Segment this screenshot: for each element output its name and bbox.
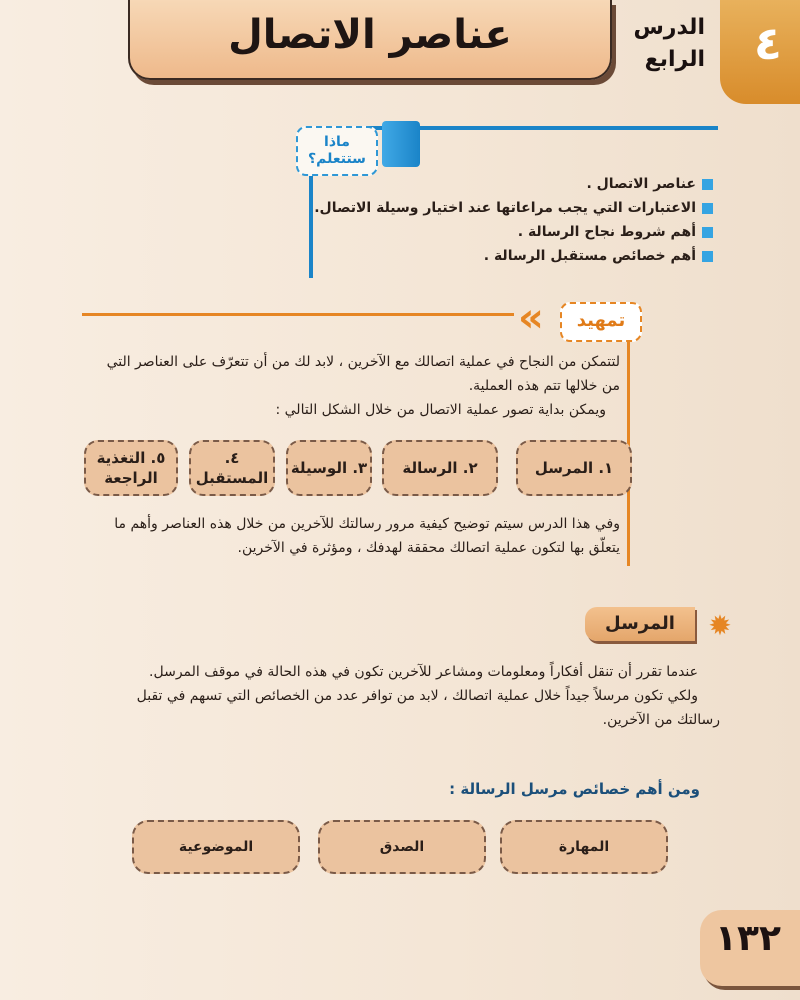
lesson-label bbox=[585, 12, 705, 76]
outro-line: يتعلّق بها لتكون عملية اتصالك محققة لهدفك ، ومؤثرة في الآخرين. bbox=[237, 540, 620, 556]
process-step-sender: ١. المرسل bbox=[516, 440, 632, 496]
process-step-medium: ٣. الوسيلة bbox=[286, 440, 372, 496]
intro-line: لتتمكن من النجاح في عملية اتصالك مع الآخرين ، لابد لك من أن تتعرّف على العناصر التي bbox=[106, 354, 620, 370]
books-icon bbox=[382, 121, 420, 167]
outro-line: وفي هذا الدرس سيتم توضيح كيفية مرور رسالتك للآخرين من خلال هذه العناصر وأهم ما bbox=[114, 516, 620, 532]
learn-badge bbox=[296, 126, 378, 176]
list-item bbox=[293, 172, 713, 196]
intro-line: من خلالها تتم هذه العملية. bbox=[468, 378, 620, 394]
sender-line: رسالتك من الآخرين. bbox=[602, 712, 720, 728]
lesson-number: ٤ bbox=[753, 16, 782, 70]
intro-top-rule bbox=[82, 313, 514, 316]
objective-text: عناصر الاتصال . bbox=[586, 176, 696, 192]
bullet-square-icon bbox=[702, 251, 713, 262]
intro-outro bbox=[60, 512, 620, 560]
intro-paragraph bbox=[80, 350, 620, 422]
list-item bbox=[293, 220, 713, 244]
page-number: ١٣٢ bbox=[715, 918, 781, 959]
lesson-label-line1: الدرس bbox=[633, 15, 705, 40]
sender-line: ولكي تكون مرسلاً جيداً خلال عملية اتصالك ، لابد من توافر عدد من الخصائص التي تسهم في تقبل bbox=[136, 688, 698, 704]
sender-line: عندما تقرر أن تنقل أفكاراً ومعلومات ومشاعر للآخرين تكون في هذه الحالة في موقف المرسل. bbox=[149, 664, 698, 680]
sender-paragraph bbox=[80, 660, 720, 732]
section-heading-sender: المرسل bbox=[585, 607, 695, 641]
title-banner bbox=[128, 0, 612, 80]
learning-objectives-list bbox=[293, 172, 713, 268]
trait-skill: المهارة bbox=[500, 820, 668, 874]
objective-text: أهم خصائص مستقبل الرسالة . bbox=[483, 248, 696, 264]
objective-text: أهم شروط نجاح الرسالة . bbox=[517, 224, 696, 240]
learn-badge-line1: ماذا bbox=[324, 134, 350, 150]
bullet-square-icon bbox=[702, 227, 713, 238]
lesson-number-tab bbox=[720, 0, 800, 104]
intro-badge: تمهيد bbox=[560, 302, 642, 342]
list-item bbox=[293, 196, 713, 220]
list-item bbox=[293, 244, 713, 268]
page-title: عناصر الاتصال bbox=[228, 12, 512, 58]
process-step-receiver: ٤. المستقبل bbox=[189, 440, 275, 496]
double-chevron-icon: « bbox=[518, 295, 544, 341]
objective-text: الاعتبارات التي يجب مراعاتها عند اختيار وسيلة الاتصال. bbox=[314, 200, 696, 216]
trait-objectivity: الموضوعية bbox=[132, 820, 300, 874]
lesson-label-line2: الرابع bbox=[644, 47, 705, 72]
process-step-feedback: ٥. التغذية الراجعة bbox=[84, 440, 178, 496]
lightbulb-icon: ✹ bbox=[708, 609, 732, 642]
trait-honesty: الصدق bbox=[318, 820, 486, 874]
process-step-message: ٢. الرسالة bbox=[382, 440, 498, 496]
bullet-square-icon bbox=[702, 203, 713, 214]
traits-heading: ومن أهم خصائص مرسل الرسالة : bbox=[449, 780, 700, 798]
intro-line: ويمكن بداية تصور عملية الاتصال من خلال الشكل التالي : bbox=[275, 402, 606, 418]
learn-badge-line2: ستتعلم؟ bbox=[308, 151, 366, 167]
bullet-square-icon bbox=[702, 179, 713, 190]
